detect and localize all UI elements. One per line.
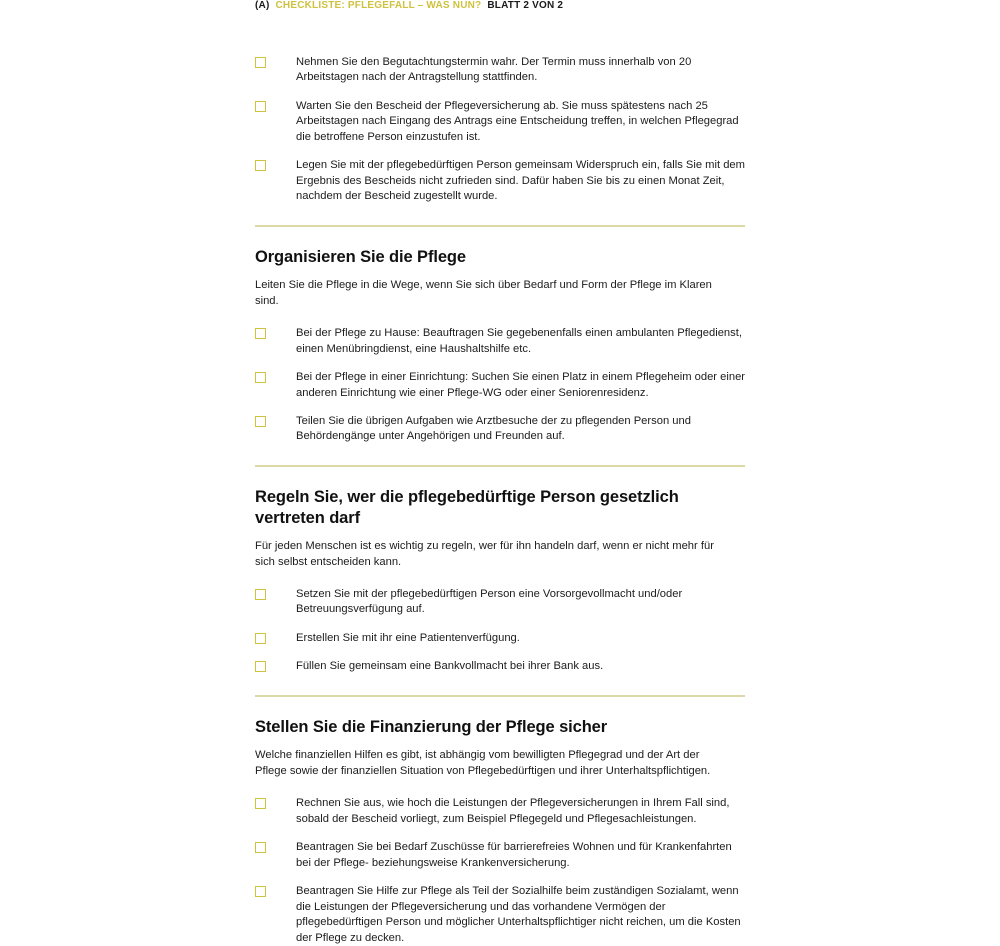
section-pflege-organisieren: [255, 247, 745, 445]
section-vertretung: [255, 487, 745, 675]
header-title: CHECKLISTE: PFLEGEFALL – WAS NUN?: [275, 0, 482, 11]
list-item-text: Bei der Pflege in einer Einrichtung: Suchen Sie einen Platz in einem Pflegeheim oder einer anderen Einrichtung wie einer Pflege-WG oder einer Seniorenresidenz.: [296, 371, 746, 399]
list-item[interactable]: [255, 631, 745, 646]
checkbox-icon[interactable]: [255, 633, 266, 644]
section-intro: Leiten Sie die Pflege in die Wege, wenn Sie sich über Bedarf und Form der Pflege im Klaren sind.: [255, 279, 712, 307]
list-item[interactable]: [255, 370, 745, 401]
list-item-text: Erstellen Sie mit ihr eine Patientenverfügung.: [296, 631, 520, 644]
header-sheet-info: BLATT 2 VON 2: [487, 0, 564, 11]
checkbox-icon[interactable]: [255, 160, 266, 171]
section-divider: [255, 225, 745, 227]
list-item[interactable]: [255, 840, 745, 871]
list-item-text: Setzen Sie mit der pflegebedürftigen Person eine Vorsorgevollmacht und/oder Betreuungsverfügung auf.: [296, 588, 683, 616]
section-title: Stellen Sie die Finanzierung der Pflege sicher: [255, 717, 608, 736]
list-item-text: Rechnen Sie aus, wie hoch die Leistungen der Pflegeversicherungen in Ihrem Fall sind, sobald der Bescheid vorliegt, zum Beispiel Pflegegeld und Pflegesachleistungen.: [296, 797, 730, 825]
list-item[interactable]: [255, 659, 745, 674]
list-item[interactable]: [255, 796, 745, 827]
section-intro: Für jeden Menschen ist es wichtig zu regeln, wer für ihn handeln darf, wenn er nicht mehr für sich selbst entscheiden kann.: [255, 540, 714, 568]
checkbox-icon[interactable]: [255, 842, 266, 853]
list-item[interactable]: [255, 55, 745, 86]
list-item[interactable]: [255, 884, 745, 946]
list-item-text: Bei der Pflege zu Hause: Beauftragen Sie gegebenenfalls einen ambulanten Pflegedienst, einen Menübringdienst, eine Haushaltshilfe etc.: [296, 327, 742, 355]
checkbox-icon[interactable]: [255, 416, 266, 427]
list-item[interactable]: [255, 414, 745, 445]
list-item[interactable]: [255, 158, 745, 204]
checklist: [255, 55, 745, 205]
checkbox-icon[interactable]: [255, 101, 266, 112]
section-divider: [255, 465, 745, 467]
checkbox-icon[interactable]: [255, 798, 266, 809]
document-content: [255, 55, 745, 946]
section-title: Regeln Sie, wer die pflegebedürftige Person gesetzlich vertreten darf: [255, 487, 679, 527]
checklist: [255, 326, 745, 445]
list-item-text: Beantragen Sie bei Bedarf Zuschüsse für barrierefreies Wohnen und für Krankenfahrten bei der Pflege- beziehungsweise Krankenversicherung.: [296, 841, 732, 869]
list-item-text: Teilen Sie die übrigen Aufgaben wie Arztbesuche der zu pflegenden Person und Behördengänge unter Angehörigen und Freunden auf.: [296, 414, 691, 443]
checklist: [255, 587, 745, 675]
list-item[interactable]: [255, 99, 745, 145]
checkbox-icon[interactable]: [255, 372, 266, 383]
document-header: [255, 0, 563, 11]
list-item-text: Nehmen Sie den Begutachtungstermin wahr. Der Termin muss innerhalb von 20 Arbeitstagen nach der Antragstellung stattfinden.: [296, 56, 692, 84]
checkbox-icon[interactable]: [255, 589, 266, 600]
list-item-text: Beantragen Sie Hilfe zur Pflege als Teil der Sozialhilfe beim zuständigen Sozialamt, wenn die Leistungen der Pflegeversicherung und das vorhandene Vermögen der pflegebedürftigen Person und möglicher Unterhaltspflichtiger nicht reichen, um die Kosten der Pflege zu decken.: [296, 885, 741, 944]
list-item-text: Warten Sie den Bescheid der Pflegeversicherung ab. Sie muss spätestens nach 25 Arbeitstagen nach Eingang des Antrags eine Entscheidung treffen, in welchen Pflegegrad die betroffene Person einzustufen ist.: [296, 99, 739, 143]
section-title: Organisieren Sie die Pflege: [255, 247, 466, 266]
list-item[interactable]: [255, 587, 745, 618]
section-finanzierung: [255, 717, 745, 946]
checklist: [255, 796, 745, 946]
checkbox-icon[interactable]: [255, 328, 266, 339]
checkbox-icon[interactable]: [255, 886, 266, 897]
section-continued: [255, 55, 745, 205]
header-label-a: (A): [255, 0, 270, 11]
section-intro: Welche finanziellen Hilfen es gibt, ist abhängig vom bewilligten Pflegegrad und der Art der Pflege sowie der finanziellen Situation von Pflegebedürftigen und ihrer Unterhaltspflichtigen.: [255, 749, 711, 777]
list-item[interactable]: [255, 326, 745, 357]
list-item-text: Füllen Sie gemeinsam eine Bankvollmacht bei ihrer Bank aus.: [296, 660, 604, 673]
checkbox-icon[interactable]: [255, 661, 266, 672]
list-item-text: Legen Sie mit der pflegebedürftigen Person gemeinsam Widerspruch ein, falls Sie mit dem Ergebnis des Bescheids nicht zufrieden sind. Dafür haben Sie bis zu einen Monat Zeit, nachdem der Bescheid zugestellt wurde.: [296, 159, 745, 203]
checkbox-icon[interactable]: [255, 57, 266, 68]
section-divider: [255, 695, 745, 697]
